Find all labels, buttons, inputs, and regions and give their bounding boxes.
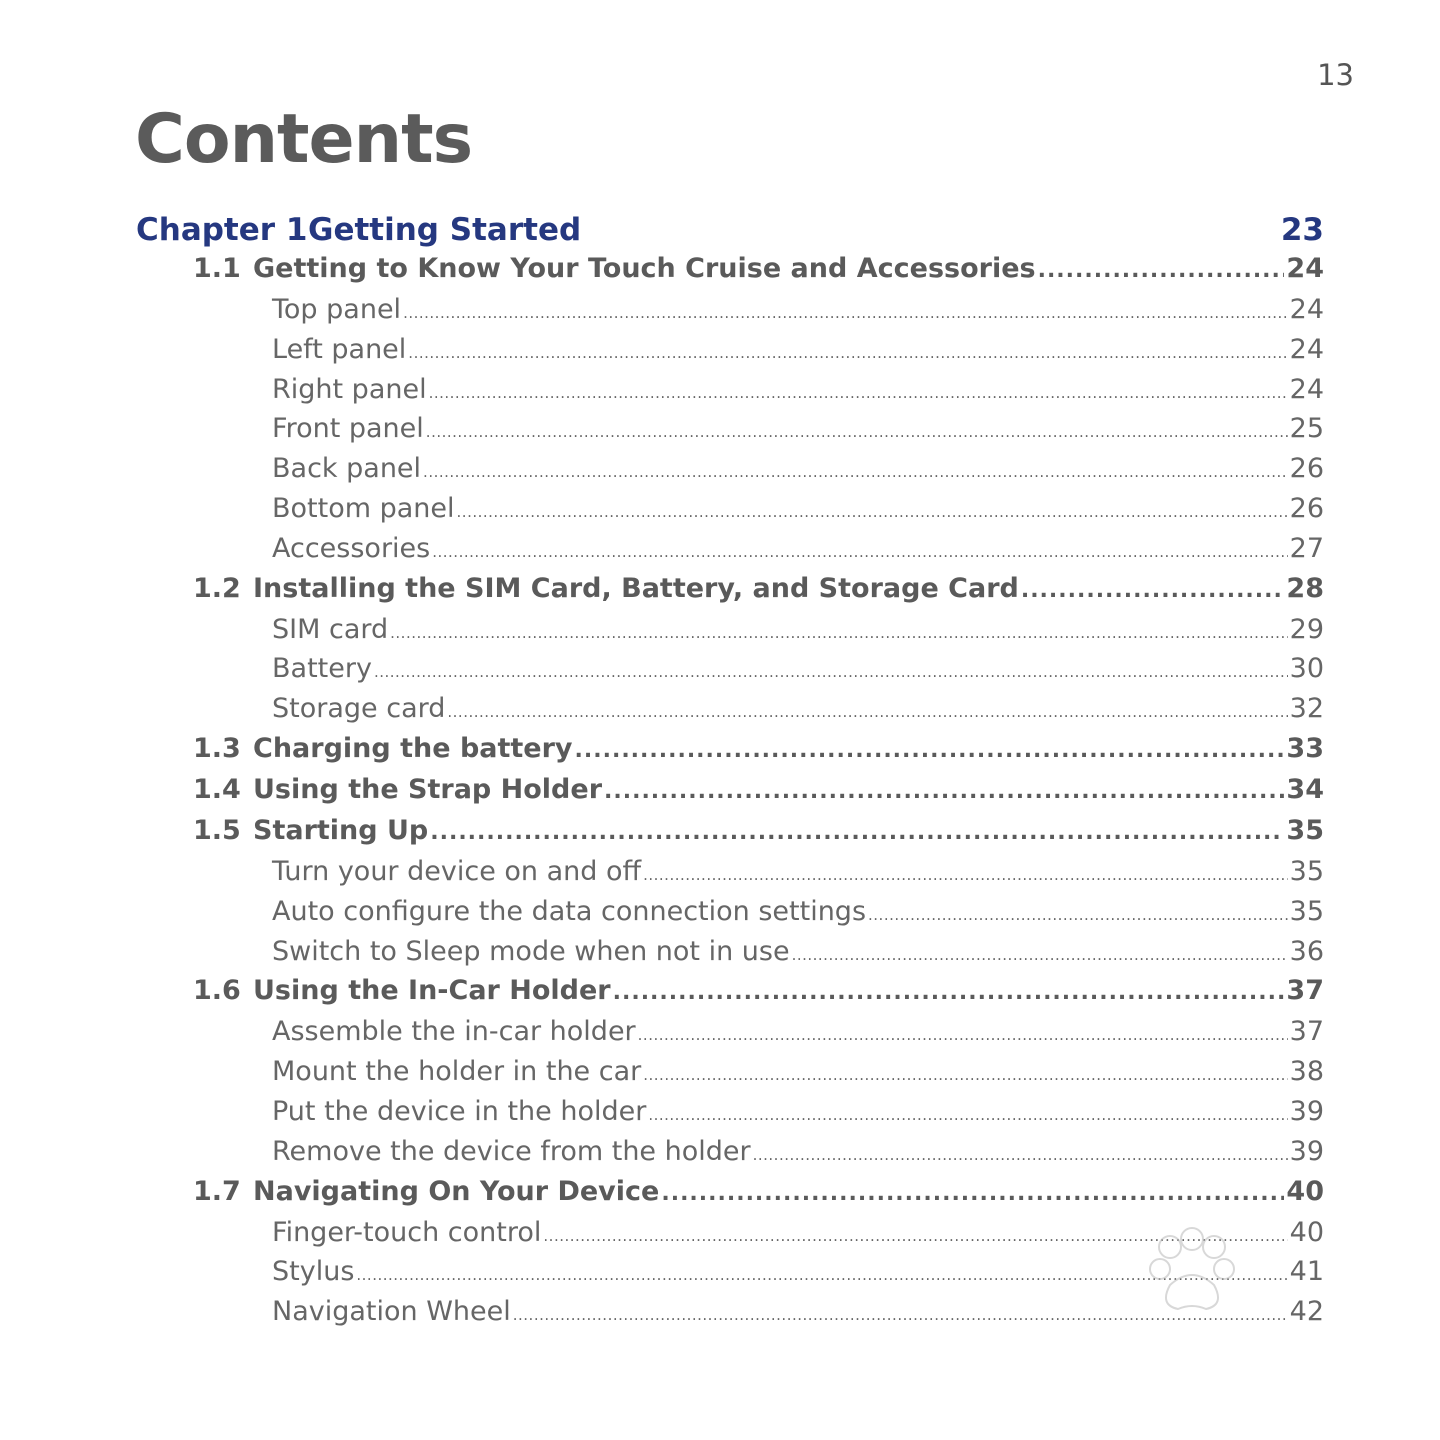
- entry-title: Auto configure the data connection settings: [272, 895, 867, 927]
- entry-page-number: 34: [1286, 773, 1324, 805]
- toc-subsection-entry[interactable]: [136, 693, 1324, 733]
- toc-subsection-entry[interactable]: [136, 896, 1324, 936]
- entry-page-number: 37: [1286, 975, 1324, 1007]
- entry-page-number: 38: [1289, 1056, 1324, 1088]
- entry-page-number: 39: [1289, 1095, 1324, 1127]
- chapter-label: Chapter 1: [136, 212, 308, 248]
- dot-leader: [638, 1026, 1288, 1044]
- entry-page-number: 24: [1289, 294, 1324, 325]
- section-number: 1.4: [193, 773, 241, 805]
- entry-page-number: 26: [1289, 492, 1324, 524]
- toc-subsection-entry[interactable]: [136, 1136, 1324, 1176]
- toc-subsection-entry[interactable]: [136, 856, 1324, 896]
- dot-leader: [643, 1066, 1287, 1084]
- dot-leader: [643, 866, 1288, 884]
- entry-page-number: 28: [1286, 572, 1324, 604]
- chapter-title: Getting Started: [308, 212, 582, 248]
- entry-title: Charging the battery: [253, 732, 573, 764]
- toc-subsection-entry[interactable]: [136, 1016, 1324, 1056]
- entry-page-number: 40: [1286, 1175, 1324, 1207]
- dot-leader: [792, 946, 1288, 964]
- toc-section-entry[interactable]: [136, 774, 1324, 815]
- toc-section-entry[interactable]: [136, 815, 1324, 856]
- entry-page-number: 42: [1289, 1296, 1324, 1328]
- entry-page-number: 36: [1289, 935, 1324, 967]
- table-of-contents: [136, 212, 1324, 1336]
- dot-leader: [753, 1146, 1288, 1164]
- toc-subsection-entry[interactable]: [136, 1056, 1324, 1096]
- entry-title: Stylus: [272, 1256, 355, 1288]
- baidu-watermark-logo: [1020, 1225, 1360, 1395]
- dot-leader: [648, 1106, 1287, 1124]
- dot-leader: [432, 543, 1287, 561]
- entry-page-number: 24: [1289, 373, 1324, 405]
- toc-subsection-entry[interactable]: [136, 533, 1324, 573]
- dot-leader: [447, 703, 1287, 721]
- chapter-heading[interactable]: [136, 212, 1324, 253]
- entry-title: Using the In-Car Holder: [253, 975, 611, 1007]
- entry-page-number: 37: [1289, 1016, 1324, 1048]
- entry-page-number: 27: [1289, 532, 1324, 564]
- toc-subsection-entry[interactable]: [136, 653, 1324, 693]
- entry-title: Using the Strap Holder: [253, 773, 603, 805]
- entry-title: SIM card: [272, 613, 389, 645]
- entry-page-number: 35: [1286, 814, 1324, 846]
- toc-section-entry[interactable]: [136, 1176, 1324, 1217]
- dot-leader: [403, 304, 1288, 322]
- toc-section-entry[interactable]: [136, 975, 1324, 1016]
- dot-leader: [1021, 578, 1285, 603]
- entry-title: Battery: [272, 653, 372, 685]
- entry-title: Turn your device on and off: [272, 855, 642, 887]
- toc-section-entry[interactable]: [136, 733, 1324, 774]
- dot-leader: [374, 663, 1288, 681]
- entry-title: Navigation Wheel: [272, 1296, 511, 1328]
- entry-page-number: 25: [1289, 413, 1324, 445]
- toc-section-entry[interactable]: [136, 253, 1324, 294]
- entry-title: Installing the SIM Card, Battery, and Storage Card: [253, 572, 1019, 604]
- dot-leader: [426, 423, 1288, 441]
- entry-page-number: 24: [1289, 333, 1324, 365]
- section-number: 1.3: [193, 732, 241, 764]
- entry-title: Back panel: [272, 453, 422, 485]
- entry-page-number: 35: [1289, 855, 1324, 887]
- entry-title: Accessories: [272, 532, 431, 564]
- entry-page-number: 35: [1289, 895, 1324, 927]
- entry-page-number: 33: [1286, 732, 1324, 764]
- toc-entries: [136, 253, 1324, 1336]
- dot-leader: [430, 820, 1284, 845]
- entry-page-number: 26: [1289, 453, 1324, 485]
- section-number: 1.6: [193, 975, 241, 1007]
- entry-title: Front panel: [272, 413, 424, 445]
- dot-leader: [575, 738, 1285, 763]
- toc-subsection-entry[interactable]: [136, 493, 1324, 533]
- entry-title: Mount the holder in the car: [272, 1056, 642, 1088]
- toc-subsection-entry[interactable]: [136, 453, 1324, 493]
- toc-section-entry[interactable]: [136, 573, 1324, 614]
- section-number: 1.2: [193, 572, 241, 604]
- dot-leader: [390, 624, 1288, 642]
- dot-leader: [661, 1181, 1284, 1206]
- page-title: Contents: [135, 100, 473, 179]
- entry-page-number: 40: [1289, 1216, 1324, 1248]
- entry-title: Starting Up: [253, 814, 429, 846]
- entry-title: Switch to Sleep mode when not in use: [272, 935, 790, 967]
- entry-title: Assemble the in-car holder: [272, 1016, 636, 1048]
- page-number: 13: [1317, 58, 1354, 92]
- entry-title: Remove the device from the holder: [272, 1135, 751, 1167]
- entry-title: Bottom panel: [272, 492, 455, 524]
- dot-leader: [868, 906, 1288, 924]
- entry-title: Put the device in the holder: [272, 1095, 647, 1127]
- dot-leader: [423, 463, 1288, 481]
- entry-title: Storage card: [272, 693, 446, 725]
- toc-subsection-entry[interactable]: [136, 413, 1324, 453]
- section-number: 1.1: [193, 253, 241, 284]
- section-number: 1.5: [193, 814, 241, 846]
- toc-subsection-entry[interactable]: [136, 936, 1324, 976]
- entry-title: Getting to Know Your Touch Cruise and Accessories: [253, 253, 1036, 284]
- dot-leader: [457, 503, 1288, 521]
- entry-title: Top panel: [272, 294, 402, 325]
- toc-subsection-entry[interactable]: [136, 614, 1324, 654]
- dot-leader: [1038, 258, 1285, 283]
- entry-title: Left panel: [272, 333, 407, 365]
- toc-subsection-entry[interactable]: [136, 334, 1324, 374]
- entry-page-number: 29: [1289, 613, 1324, 645]
- dot-leader: [429, 384, 1288, 402]
- entry-page-number: 39: [1289, 1135, 1324, 1167]
- entry-title: Finger-touch control: [272, 1216, 542, 1248]
- entry-title: Navigating On Your Device: [253, 1175, 660, 1207]
- toc-subsection-entry[interactable]: [136, 1096, 1324, 1136]
- entry-page-number: 41: [1289, 1256, 1324, 1288]
- chapter-page-number: 23: [1280, 212, 1324, 248]
- dot-leader: [408, 344, 1287, 362]
- toc-subsection-entry[interactable]: [136, 294, 1324, 334]
- entry-page-number: 30: [1289, 653, 1324, 685]
- entry-page-number: 24: [1286, 253, 1324, 284]
- toc-subsection-entry[interactable]: [136, 374, 1324, 414]
- entry-page-number: 32: [1289, 693, 1324, 725]
- entry-title: Right panel: [272, 373, 427, 405]
- dot-leader: [613, 980, 1285, 1005]
- section-number: 1.7: [193, 1175, 241, 1207]
- dot-leader: [604, 779, 1284, 804]
